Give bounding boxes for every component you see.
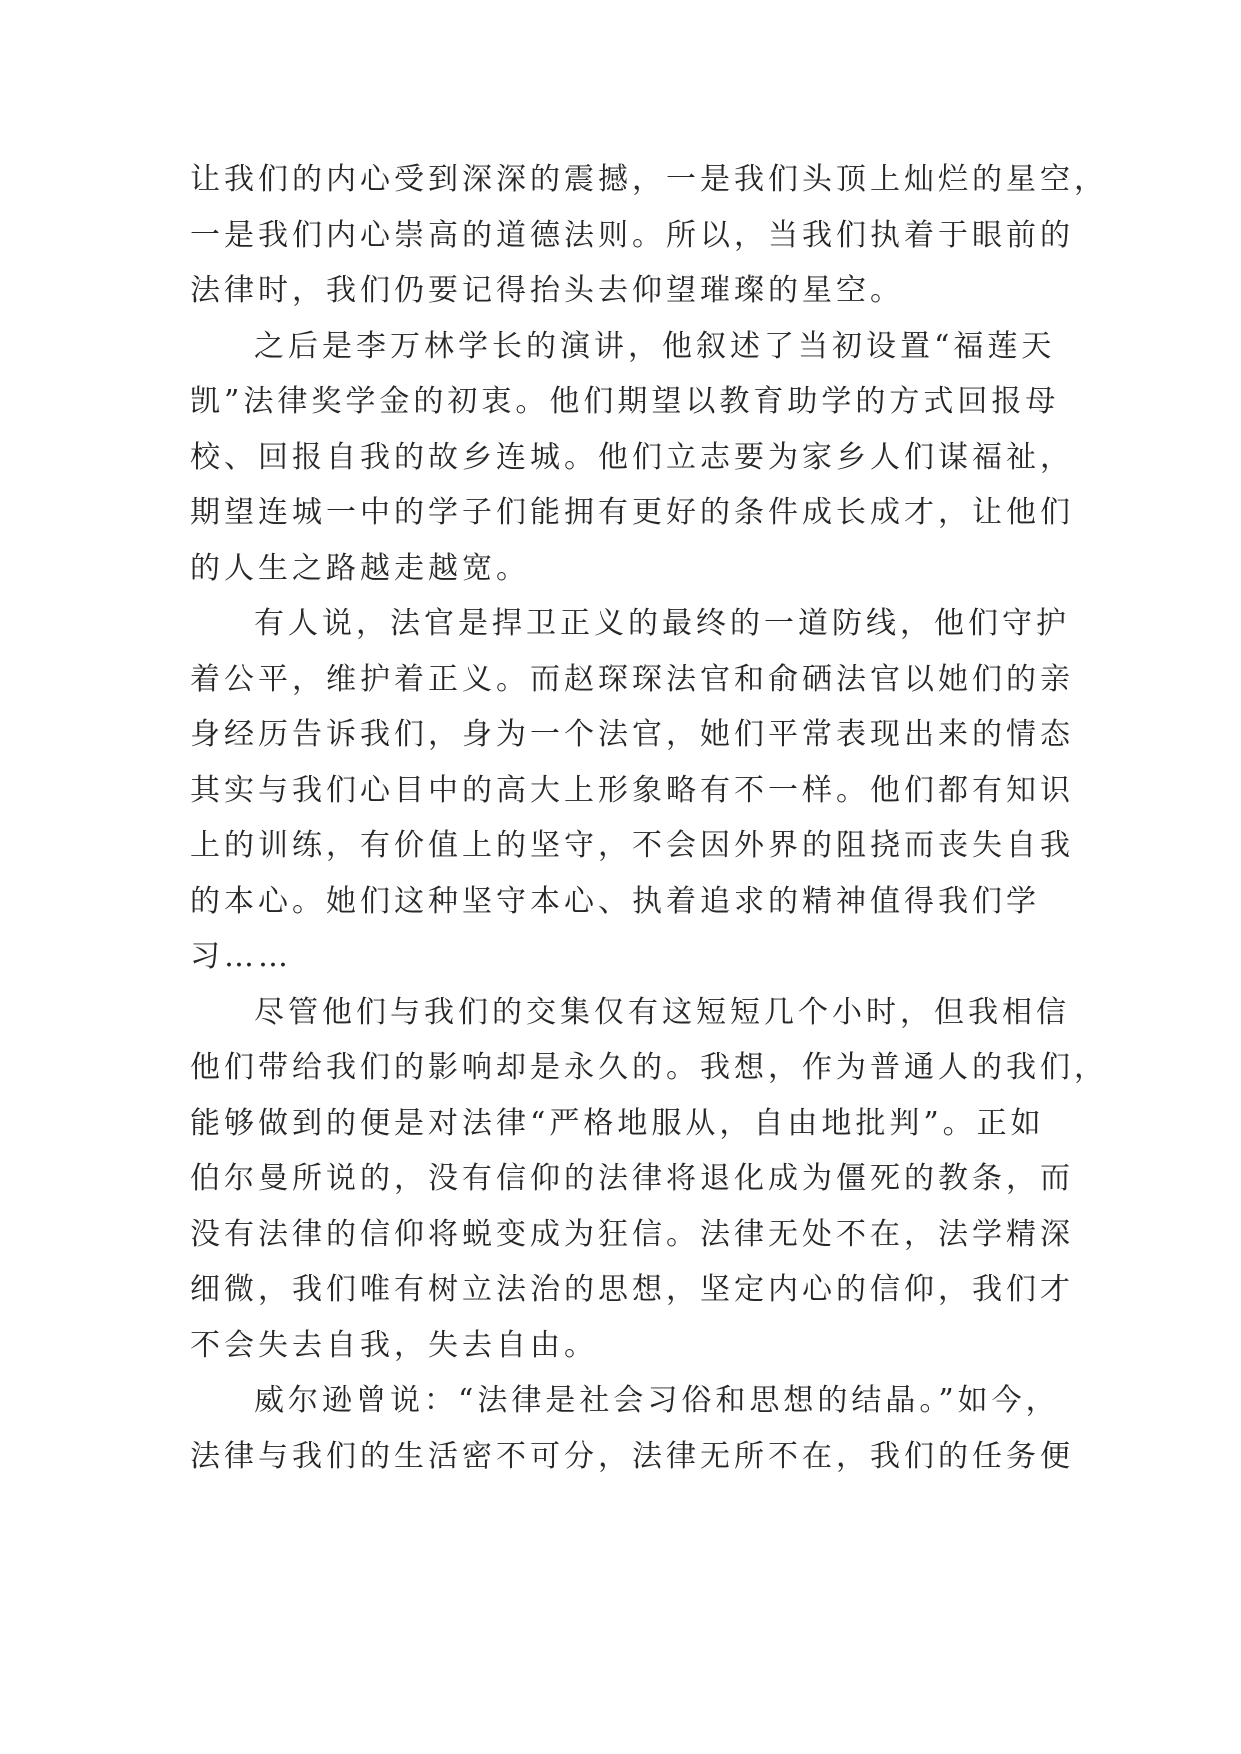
text-line: 校、回报自我的故乡连城。他们立志要为家乡人们谋福祉， [190,439,1074,475]
text-line: 习…… [190,939,292,974]
document-body [190,152,1108,1484]
text-line: 其实与我们心目中的高大上形象略有不一样。他们都有知识 [190,772,1074,808]
text-line: 伯尔曼所说的，没有信仰的法律将退化成为僵死的教条，而 [190,1161,1074,1196]
text-line: 他们带给我们的影响却是永久的。我想，作为普通人的我们， [190,1050,1108,1085]
text-line: 上的训练，有价值上的坚守，不会因外界的阻挠而丧失自我 [190,828,1074,863]
text-line: 没有法律的信仰将蜕变成为狂信。法律无处不在，法学精深 [190,1216,1074,1252]
text-line: 法律时，我们仍要记得抬头去仰望璀璨的星空。 [190,273,904,308]
paragraph-first-line: 之后是李万林学长的演讲，他叙述了当初设置“福莲天 [254,328,1056,364]
text-line: 细微，我们唯有树立法治的思想，坚定内心的信仰，我们才 [190,1272,1074,1307]
paragraph-first-line: 尽管他们与我们的交集仅有这短短几个小时，但我相信 [254,994,1070,1030]
paragraph-first-line: 有人说，法官是捍卫正义的最终的一道防线，他们守护 [254,606,1070,641]
text-line: 期望连城一中的学子们能拥有更好的条件成长成才，让他们 [190,495,1074,530]
text-line: 的本心。她们这种坚守本心、执着追求的精神值得我们学 [190,883,1040,919]
text-line: 的人生之路越走越宽。 [190,550,530,586]
text-line: 着公平，维护着正义。而赵琛琛法官和俞硒法官以她们的亲 [190,661,1074,697]
text-line: 身经历告诉我们，身为一个法官，她们平常表现出来的情态 [190,717,1074,752]
paragraph-first-line: 威尔逊曾说：“法律是社会习俗和思想的结晶。”如今， [254,1383,1060,1418]
text-line: 一是我们内心崇高的道德法则。所以，当我们执着于眼前的 [190,217,1074,253]
text-line: 法律与我们的生活密不可分，法律无所不在，我们的任务便 [190,1438,1074,1474]
text-line: 让我们的内心受到深深的震撼，一是我们头顶上灿烂的星空， [190,162,1108,197]
text-line: 凯”法律奖学金的初衷。他们期望以教育助学的方式回报母 [190,384,1060,419]
text-line: 能够做到的便是对法律“严格地服从，自由地批判”。正如 [190,1105,1045,1141]
text-line: 不会失去自我，失去自由。 [190,1327,598,1363]
